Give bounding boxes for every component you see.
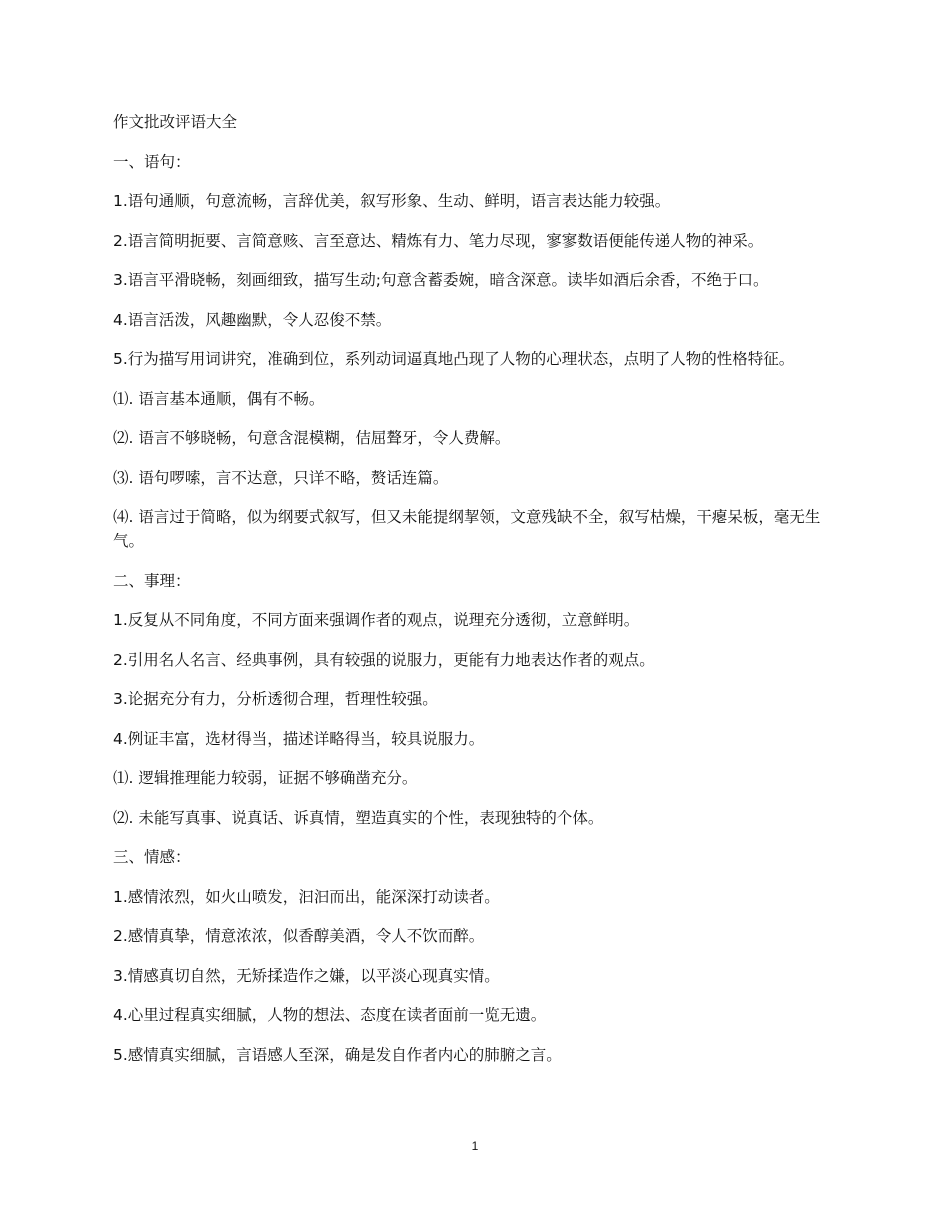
section-heading: 一、语句： <box>113 152 191 171</box>
paragraph: 3.情感真切自然，无矫揉造作之嫌，以平淡心现真实情。 <box>113 966 500 985</box>
paragraph: 5.感情真实细腻，言语感人至深，确是发自作者内心的肺腑之言。 <box>113 1045 562 1064</box>
paragraph: ⑵. 未能写真事、说真话、诉真情，塑造真实的个性，表现独特的个体。 <box>113 808 604 827</box>
paragraph: ⑷. 语言过于简略，似为纲要式叙写，但又未能提纲挈领，文意残缺不全，叙写枯燥，干瘪呆板，毫无生气。 <box>113 508 821 550</box>
document-body <box>113 110 835 1082</box>
paragraph: 1.反复从不同角度，不同方面来强调作者的观点，说理充分透彻，立意鲜明。 <box>113 611 640 629</box>
paragraph: ⑵. 语言不够晓畅，句意含混模糊，佶屈聱牙，令人费解。 <box>113 429 511 447</box>
paragraph: 4.心里过程真实细腻，人物的想法、态度在读者面前一览无遗。 <box>113 1006 547 1024</box>
paragraph: 2.引用名人名言、经典事例，具有较强的说服力，更能有力地表达作者的观点。 <box>113 650 655 669</box>
paragraph: 4.例证丰富，选材得当，描述详略得当，较具说服力。 <box>113 729 485 748</box>
paragraph: 3.论据充分有力，分析透彻合理，哲理性较强。 <box>113 690 438 708</box>
paragraph: 1.感情浓烈，如火山喷发，汩汩而出，能深深打动读者。 <box>113 887 500 906</box>
document-title: 作文批改评语大全 <box>113 113 238 131</box>
section-heading: 二、事理： <box>113 571 191 590</box>
paragraph: 1.语句通顺，句意流畅，言辞优美，叙写形象、生动、鲜明，语言表达能力较强。 <box>113 192 671 210</box>
paragraph: ⑶. 语句啰嗦，言不达意，只详不略，赘话连篇。 <box>113 468 449 487</box>
paragraph: ⑴. 逻辑推理能力较弱，证据不够确凿充分。 <box>113 769 418 787</box>
paragraph: 2.语言简明扼要、言简意赅、言至意达、精炼有力、笔力尽现，寥寥数语便能传递人物的神采。 <box>113 231 764 250</box>
paragraph: 3.语言平滑晓畅，刻画细致，描写生动;句意含蓄委婉，暗含深意。读毕如酒后余香，不绝于口。 <box>113 271 769 289</box>
page-number: 1 <box>471 1139 479 1153</box>
section-heading: 三、情感： <box>113 848 191 866</box>
paragraph: 4.语言活泼，风趣幽默，令人忍俊不禁。 <box>113 310 392 329</box>
paragraph: 2.感情真挚，情意浓浓，似香醇美酒，令人不饮而醉。 <box>113 927 485 945</box>
paragraph: 5.行为描写用词讲究，准确到位，系列动词逼真地凸现了人物的心理状态，点明了人物的性格特征。 <box>113 350 795 368</box>
paragraph: ⑴. 语言基本通顺，偶有不畅。 <box>113 389 325 408</box>
